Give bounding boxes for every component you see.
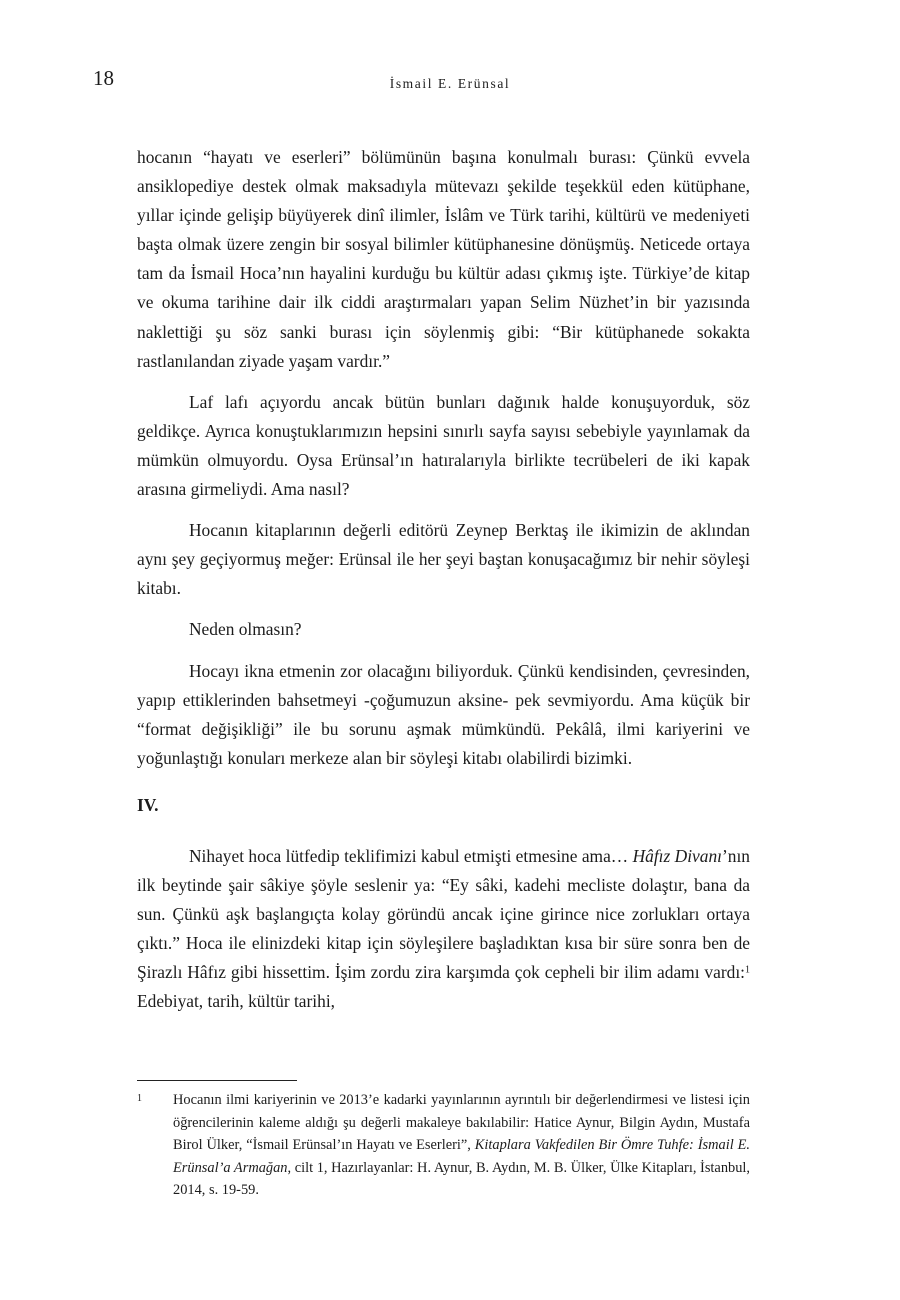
- paragraph: Laf lafı açıyordu ancak bütün bunları dağınık halde konuşuyorduk, söz geldikçe. Ayrıca konuştuklarımızın hepsini sınırlı sayfa sayısı sebebiyle yayınlamak da mümkün olmuyordu. Oysa Erünsal’ın hatıralarıyla birlikte tecrübeleri de iki kapak arasına girmeliydi. Ama nasıl?: [137, 391, 750, 500]
- body-text: [137, 143, 750, 1016]
- section-heading: IV.: [137, 794, 159, 815]
- page-number: 18: [93, 66, 114, 90]
- footnote-marker: 1: [137, 1093, 142, 1104]
- footnote-divider: [137, 1080, 297, 1081]
- footnote: [137, 1089, 750, 1202]
- paragraph: Neden olmasın?: [189, 619, 302, 640]
- paragraph: [137, 842, 750, 1017]
- running-header: İsmail E. Erünsal: [389, 76, 511, 91]
- paragraph-text: ’nın ilk beytinde şair sâkiye şöyle seslenir ya: “Ey sâki, kadehi mecliste dolaştır, bana da sun. Çünkü aşk başlangıçta kolay göründü ancak içine girince nice zorlukları ortaya çıktı.” Hoca ile elinizdeki kitap için söyleşilere başladıktan kısa bir süre sonra ben de Şirazlı Hâfız gibi hissettim. İşim zordu zira karşımda çok cepheli bir ilim adamı vardı:: [137, 845, 750, 983]
- paragraph-text: Edebiyat, tarih, kültür tarihi,: [137, 991, 336, 1012]
- paragraph: Hocayı ikna etmenin zor olacağını biliyorduk. Çünkü kendisinden, çevresinden, yapıp ettiklerinden bahsetmeyi -çoğumuzun aksine- pek sevmiyordu. Ama küçük bir “format değişikliği” ile bu sorunu aşmak mümkündü. Pekâlâ, ilmi kariyerini ve yoğunlaştığı konuları merkeze alan bir söyleşi kitabı olabilirdi bizimki.: [137, 660, 750, 768]
- footnote-reference[interactable]: 1: [745, 964, 750, 976]
- footnote-italic-title: Kitaplara Vakfedilen Bir Ömre Tuhfe: İsmail E. Erünsal’a Armağan: [173, 1137, 751, 1176]
- italic-title: Hâfız Divanı: [632, 845, 722, 866]
- paragraph: hocanın “hayatı ve eserleri” bölümünün başına konulmalı burası: Çünkü evvela ansiklopediye destek olmak maksadıyla mütevazı şekilde teşekkül eden kütüphane, yıllar içinde gelişip büyüyerek dinî ilimler, İslâm ve Türk tarihi, kültürü ve medeniyeti başta olmak üzere zengin bir sosyal bilimler kütüphanesine dönüşmüş. Neticede ortaya tam da İsmail Hoca’nın hayalini kurduğu bu kültür adası çıkmış işte. Türkiye’de kitap ve okuma tarihine dair ilk ciddi araştırmaları yapan Selim Nüzhet’in bir yazısında naklettiği şu söz sanki burası için söylenmiş gibi: “Bir kütüphanede sokakta rastlanılandan ziyade yaşam vardır.”: [137, 147, 750, 371]
- paragraph: Hocanın kitaplarının değerli editörü Zeynep Berktaş ile ikimizin de aklından aynı şey geçiyormuş meğer: Erünsal ile her şeyi baştan konuşacağımız bir nehir söyleşi kitabı.: [137, 520, 750, 599]
- paragraph-text: Nihayet hoca lütfedip teklifimizi kabul etmişti etmesine ama…: [189, 845, 633, 866]
- footnote-text-part: Hocanın ilmi kariyerinin ve 2013’e kadarki yayınlarının ayrıntılı bir değerlendirmesi ve listesi için öğrencilerinin kaleme aldığı şu değerli makaleye bakılabilir: Hatice Aynur, Bilgin Aydın, Mustafa Birol Ülker, “İsmail Erünsal’ın Hayatı ve Eserleri”,: [173, 1092, 750, 1154]
- footnote-text-part: , cilt 1, Hazırlayanlar: H. Aynur, B. Aydın, M. B. Ülker, Ülke Kitapları, İstanbul, 2014, s. 19-59.: [173, 1159, 751, 1199]
- footnote-text: [173, 1089, 750, 1202]
